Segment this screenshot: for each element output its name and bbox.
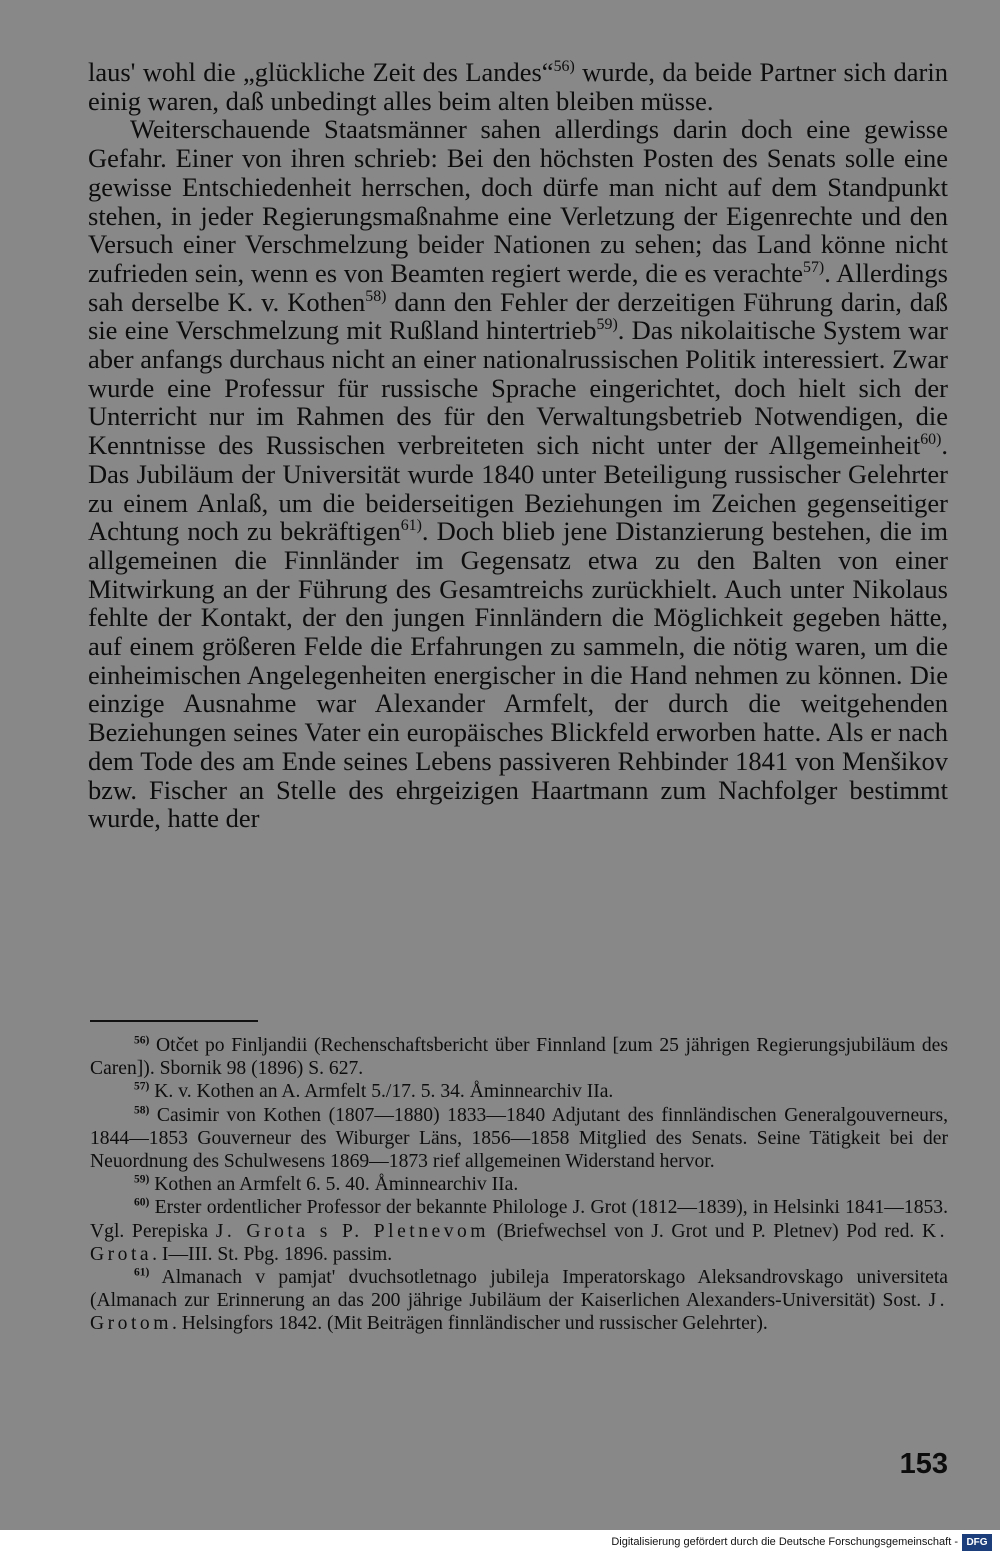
footnote-segment: . Helsingfors 1842. (Mit Beiträgen finnländischer und russischer Gelehrter). <box>171 1313 768 1335</box>
digitization-footer <box>0 1530 1000 1557</box>
paragraph-segment: . Das nikolaitische System war aber anfangs durchaus nicht an einer nationalrussischen Politik interessiert. Zwar wurde eine Professur für russische Sprache eingerichtet, doch hielt sich der Unterricht nur im Rahmen des für den Verwaltungsbetrieb Notwendigen, die Kenntnisse des Russischen verbreiteten sich nicht unter der Allgemeinheit <box>88 315 949 461</box>
digitization-note: Digitalisierung gefördert durch die Deutsche Forschungsgemeinschaft - <box>611 1536 958 1548</box>
dfg-logo: DFG <box>962 1534 992 1551</box>
footnote-mark: 60) <box>134 1196 150 1209</box>
footnote-separator <box>90 1020 258 1022</box>
footnote-mark: 59) <box>134 1173 150 1186</box>
paragraph-segment: Weiterschauende Staatsmänner sahen allerdings darin doch eine gewisse Gefahr. Einer von ihren schrieb: Bei den höchsten Posten des Senats solle eine gewisse Entschiedenheit herrschen, doch dürfe man nicht auf dem Standpunkt stehen, in jeder Regierungsmaßnahme eine Verletzung der Eigenrechte und den Versuch einer Verschmelzung beider Nationen zu sehen; das Land könne nicht zufrieden sein, wenn es von Beamten regiert werde, die es verachte <box>88 114 948 288</box>
footnote-segment: K. v. Kothen an A. Armfelt 5./17. 5. 34. Åminnearchiv IIa. <box>154 1081 614 1103</box>
footnote <box>90 1104 948 1174</box>
footnote-reference: 60) <box>920 431 942 449</box>
footnote <box>90 1080 948 1103</box>
paragraph-segment: wurde, da beide Partner sich darin einig waren, daß unbedingt alles beim alten bleiben müsse. <box>88 57 948 116</box>
main-text <box>88 58 948 833</box>
spaced-name: J. Grota s P. Pletnevom <box>215 1220 490 1242</box>
footnote-reference: 56) <box>553 58 575 76</box>
page-number: 153 <box>899 1448 948 1480</box>
footnote-segment: Almanach v pamjat' dvuchsotletnago jubileja Imperatorskago Aleksandrovskago universiteta (Almanach zur Erinnerung an das 200 jährige Jubiläum der Kaiserlichen Alexanders-Universität) Sost. <box>90 1267 948 1312</box>
footnote-reference: 61) <box>400 517 422 535</box>
footnote-mark: 61) <box>134 1266 150 1279</box>
footnotes <box>90 1034 948 1336</box>
footnote-segment: (Briefwechsel von J. Grot und P. Pletnev) Pod red. <box>489 1220 922 1242</box>
footnote <box>90 1173 948 1196</box>
paragraph <box>88 115 948 833</box>
footnote-segment: . I—III. St. Pbg. 1896. passim. <box>152 1243 393 1265</box>
paragraph-segment: . Das Jubiläum der Universität wurde 1840 unter Beteiligung russischer Gelehrter zu einem Anlaß, um die beiderseitigen Beziehungen im Zeichen gegenseitiger Achtung noch zu bekräftigen <box>88 430 948 547</box>
paragraph-segment: . Doch blieb jene Distanzierung bestehen, die im allgemeinen die Finnländer im Gegensatz etwa zu den Balten von einer Mitwirkung an der Führung des Gesamtreichs zurückhielt. Auch unter Nikolaus fehlte der Kontakt, der den jungen Finnländern die Möglichkeit gegeben hätte, auf einem größeren Felde die Erfahrungen zu sammeln, die nötig waren, um die einheimischen Angelegenheiten energischer in die Hand nehmen zu können. Die einzige Ausnahme war Alexander Armfelt, der durch die weitgehenden Beziehungen seines Vater ein europäisches Blickfeld erworben hatte. Als er nach dem Tode des am Ende seines Lebens passiveren Rehbinder 1841 von Menšikov bzw. Fischer an Stelle des ehrgeizigen Haartmann zum Nachfolger bestimmt wurde, hatte der <box>88 516 949 834</box>
footnote-segment: Erster ordentlicher Professor der bekannte Philologe J. Grot (1812—1839), in Helsinki 1841—1853. Vgl. Perepiska <box>90 1197 948 1242</box>
paragraph-segment: dann den Fehler der derzeitigen Führung darin, daß sie eine Verschmelzung mit Rußland hintertrieb <box>88 286 949 346</box>
footnote-segment: Otčet po Finljandii (Rechenschaftsbericht über Finnland [zum 25 jährigen Regierungsjubiläum des Caren]). Sbornik 98 (1896) S. 627. <box>90 1035 948 1080</box>
paragraph-segment: . Allerdings sah derselbe K. v. Kothen <box>88 257 948 317</box>
footnote-mark: 58) <box>134 1104 150 1117</box>
footnote-mark: 57) <box>134 1080 150 1093</box>
spaced-name: K. Grota <box>90 1220 949 1265</box>
footnote-reference: 59) <box>596 316 618 334</box>
footnote <box>90 1034 948 1080</box>
spaced-name: J. Grotom <box>90 1290 948 1335</box>
footnote <box>90 1196 948 1266</box>
footnote-reference: 58) <box>365 287 387 305</box>
footnote-segment: Kothen an Armfelt 6. 5. 40. Åminnearchiv IIa. <box>154 1174 519 1196</box>
paragraph-segment: laus' wohl die „glückliche Zeit des Landes“ <box>88 57 554 87</box>
footnote-segment: Casimir von Kothen (1807—1880) 1833—1840 Adjutant des finnländischen Generalgouverneurs, 1844—1853 Gouverneur des Wiburger Läns, 1856—1858 Mitglied des Senats. Seine Tätigkeit bei der Neuordnung des Schulwesens 1869—1873 rief allgemeinen Widerstand hervor. <box>90 1104 948 1173</box>
paragraph <box>88 58 948 115</box>
footnote-reference: 57) <box>803 259 825 277</box>
footnote-mark: 56) <box>134 1034 150 1047</box>
footnote <box>90 1266 948 1336</box>
